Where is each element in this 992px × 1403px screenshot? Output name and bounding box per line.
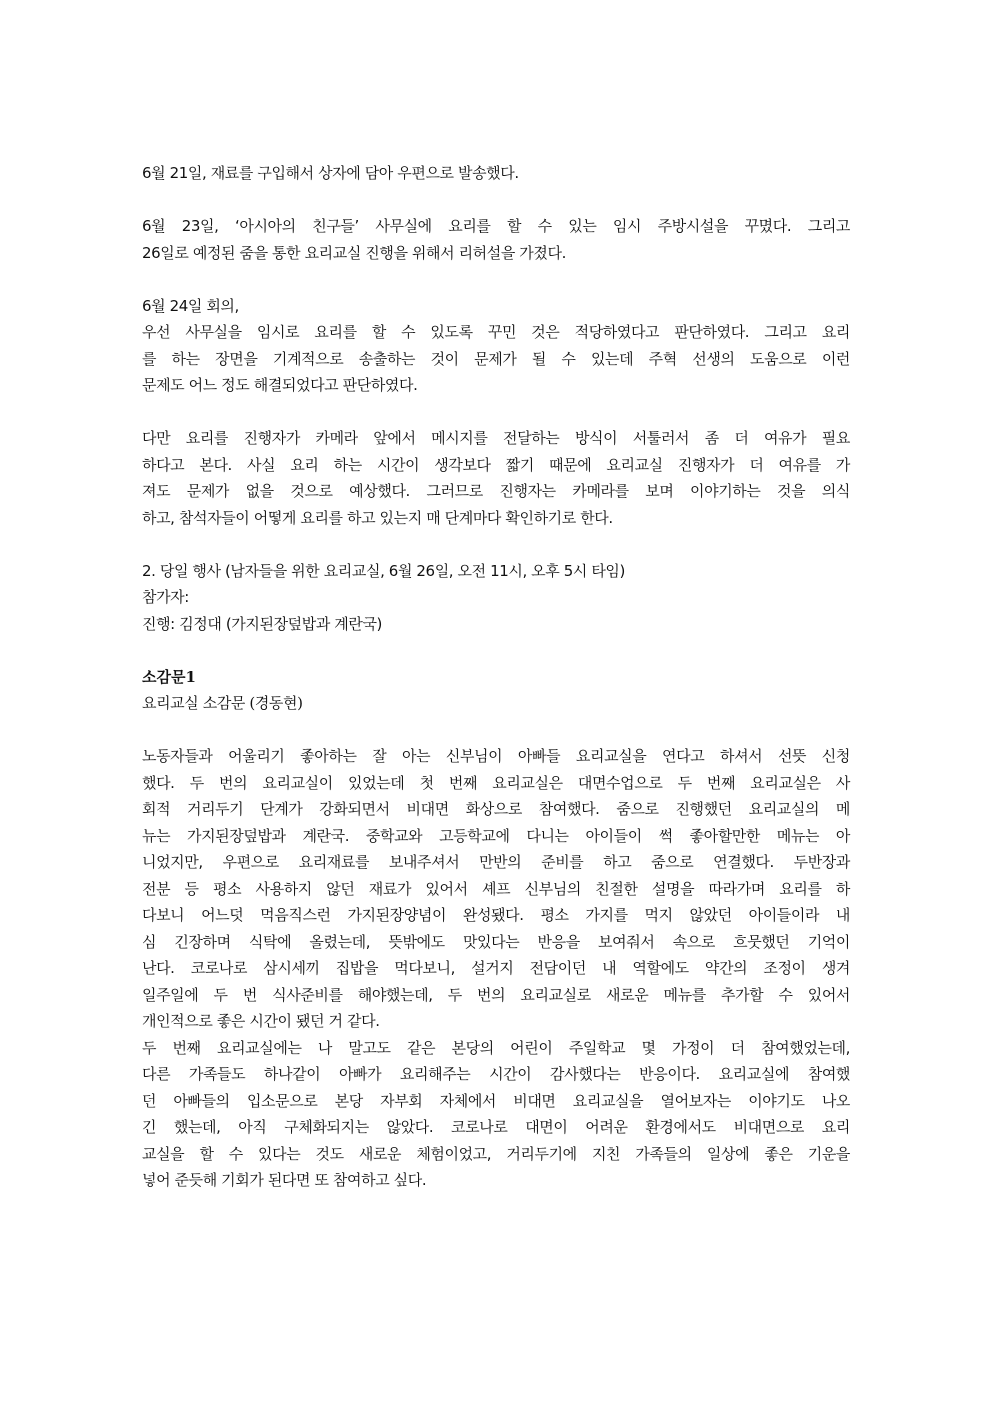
section-heading: 소감문1 — [142, 667, 196, 686]
text-line: 회적 거리두기 단계가 강화되면서 비대면 화상으로 참여했다. 줌으로 진행했던 요리교실의 메 — [142, 800, 850, 818]
text-line: 난다. 코로나로 삼시세끼 집밥을 먹다보니, 설거지 전담이던 내 역할에도 약간의 조정이 생겨 — [142, 959, 850, 977]
text-line: 우선 사무실을 임시로 요리를 할 수 있도록 꾸민 것은 적당하였다고 판단하였다. 그리고 요리 — [142, 323, 850, 341]
paragraph-spacer — [142, 637, 850, 664]
text-line: 했다. 두 번의 요리교실이 있었는데 첫 번째 요리교실은 대면수업으로 두 번째 요리교실은 사 — [142, 773, 850, 792]
paragraph-spacer — [142, 266, 850, 293]
text-line: 를 하는 장면을 기계적으로 송출하는 것이 문제가 될 수 있는데 주혁 선생의 도움으로 이런 — [142, 349, 850, 368]
document-body — [142, 160, 850, 1194]
text-line: 문제도 어느 정도 해결되었다고 판단하였다. — [142, 376, 418, 394]
event-title-line: 2. 당일 행사 (남자들을 위한 요리교실, 6월 26일, 오전 11시, 오후 5시 타임) — [142, 561, 625, 580]
text-line: 다만 요리를 진행자가 카메라 앞에서 메시지를 전달하는 방식이 서툴러서 좀 더 여유가 필요 — [142, 429, 850, 447]
section-subtitle: 요리교실 소감문 (경동현) — [142, 694, 303, 712]
text-line: 교실을 할 수 있다는 것도 새로운 체험이었고, 거리두기에 지친 가족들의 일상에 좋은 기운을 — [142, 1144, 850, 1163]
text-line: 하다고 본다. 사실 요리 하는 시간이 생각보다 짧기 때문에 요리교실 진행자가 더 여유를 가 — [142, 455, 850, 474]
participants-line: 참가자: — [142, 588, 189, 606]
text-line: 뉴는 가지된장덮밥과 계란국. 중학교와 고등학교에 다니는 아이들이 썩 좋아할만한 메뉴는 아 — [142, 826, 850, 845]
paragraph-june-21 — [142, 160, 850, 187]
paragraph-june-23 — [142, 213, 850, 266]
presenter-line: 진행: 김정대 (가지된장덮밥과 계란국) — [142, 614, 383, 633]
paragraph-review-2 — [142, 1035, 850, 1194]
text-line: 하고, 참석자들이 어떻게 요리를 하고 있는지 매 단계마다 확인하기로 한다. — [142, 508, 613, 527]
text-line: 다른 가족들도 하나같이 아빠가 요리해주는 시간이 감사했다는 반응이다. 요리교실에 참여했 — [142, 1065, 850, 1083]
text-line: 긴 했는데, 아직 구체화되지는 않았다. 코로나로 대면이 어려운 환경에서도 비대면으로 요리 — [142, 1118, 850, 1136]
text-line: 6월 23일, ‘아시아의 친구들’ 사무실에 요리를 할 수 있는 임시 주방시설을 꾸몄다. 그리고 — [142, 217, 850, 235]
paragraph-june-24-meeting — [142, 293, 850, 399]
paragraph-spacer — [142, 531, 850, 558]
text-line: 심 긴장하며 식탁에 올렸는데, 뜻밖에도 맛있다는 반응을 보여줘서 속으로 흐뭇했던 기억이 — [142, 932, 850, 951]
text-line: 노동자들과 어울리기 좋아하는 잘 아는 신부님이 아빠들 요리교실을 연다고 하셔서 선뜻 신청 — [142, 747, 850, 765]
text-line: 6월 21일, 재료를 구입해서 상자에 담아 우편으로 발송했다. — [142, 164, 519, 182]
text-line: 6월 24일 회의, — [142, 296, 239, 315]
text-line: 두 번째 요리교실에는 나 말고도 같은 본당의 어린이 주일학교 몇 가정이 더 참여했었는데, — [142, 1038, 850, 1057]
text-line: 져도 문제가 없을 것으로 예상했다. 그러므로 진행자는 카메라를 보며 이야기하는 것을 의식 — [142, 482, 850, 500]
text-line: 니었지만, 우편으로 요리재료를 보내주셔서 만반의 준비를 하고 줌으로 연결했다. 두반장과 — [142, 853, 850, 871]
text-line: 26일로 예정된 줌을 통한 요리교실 진행을 위해서 리허설을 가졌다. — [142, 243, 566, 262]
text-line: 전분 등 평소 사용하지 않던 재료가 있어서 셰프 신부님의 친절한 설명을 따라가며 요리를 하 — [142, 879, 850, 898]
paragraph-spacer — [142, 187, 850, 214]
text-line: 던 아빠들의 입소문으로 본당 자부회 자체에서 비대면 요리교실을 열어보자는 이야기도 나오 — [142, 1091, 850, 1110]
text-line: 다보니 어느덧 먹음직스런 가지된장양념이 완성됐다. 평소 가지를 먹지 않았던 아이들이라 내 — [142, 906, 850, 924]
text-line: 넣어 준듯해 기회가 된다면 또 참여하고 싶다. — [142, 1171, 427, 1189]
paragraph-spacer — [142, 399, 850, 426]
text-line: 개인적으로 좋은 시간이 됐던 거 같다. — [142, 1012, 380, 1030]
paragraph-presenter-notes — [142, 425, 850, 531]
paragraph-event-day — [142, 558, 850, 638]
text-line: 일주일에 두 번 식사준비를 해야했는데, 두 번의 요리교실로 새로운 메뉴를 추가할 수 있어서 — [142, 985, 850, 1004]
paragraph-spacer — [142, 717, 850, 744]
paragraph-review-1 — [142, 743, 850, 1035]
